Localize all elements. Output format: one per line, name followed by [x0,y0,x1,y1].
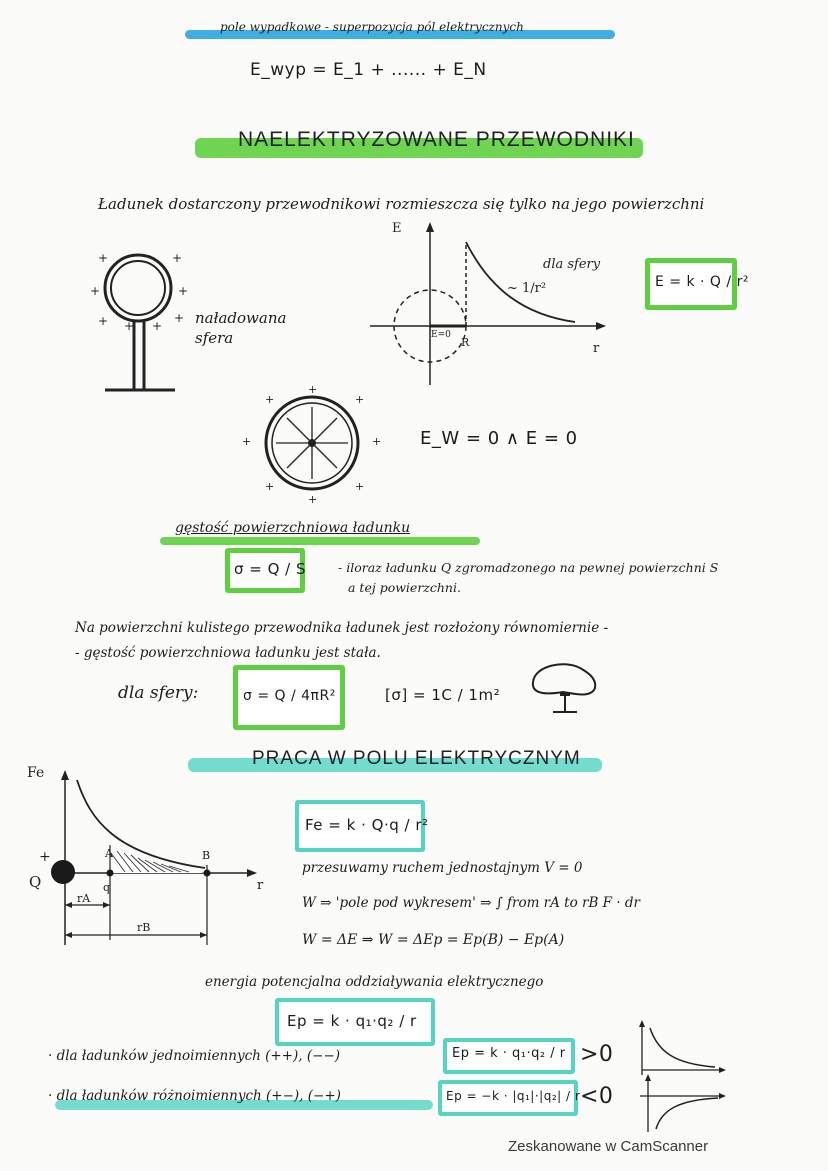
surface-density-definition-1: - iloraz ładunku Q zgromadzonego na pewnej powierzchni S [338,560,719,575]
unlike-formula: Ep = −k · |q₁|·|q₂| / r [446,1089,581,1103]
ep-formula: Ep = k · q₁·q₂ / r [287,1012,417,1030]
rB-label: rB [137,921,151,934]
graph-x-axis: r [593,341,600,356]
graph-radius-label: R [461,336,470,349]
svg-text:+: + [98,251,109,265]
point-A-label: A [105,847,113,860]
svg-text:+: + [355,480,365,493]
header-equation: E_wyp = E_1 + ...... + E_N [250,60,487,80]
header-note: pole wypadkowe - superpozycja pól elektrycznych [220,20,524,34]
section3-title: PRACA W POLU ELEKTRYCZNYM [252,748,581,769]
svg-text:+: + [372,435,382,448]
svg-text:+: + [90,284,101,298]
like-charges-label: · dla ładunków jednoimiennych (++), (−−) [48,1048,341,1064]
surface-density-formula: σ = Q / S [234,560,307,578]
svg-text:+: + [355,393,365,406]
graph-y-axis: E [392,221,402,236]
ep-like-graph [630,1020,730,1080]
svg-text:+: + [172,251,183,265]
line-energy: W = ΔE ⇒ W = ΔEp = Ep(B) − Ep(A) [302,932,565,948]
sphere-density-prefix: dla sfery: [118,683,199,703]
graph-curve-label: dla sfery [543,257,601,272]
svg-text:+: + [242,435,252,448]
sphere-density-formula: σ = Q / 4πR² [243,688,336,704]
svg-text:+: + [265,480,275,493]
svg-text:+: + [98,314,109,328]
charge-Q-label: Q [29,873,42,891]
force-graph-y-axis: Fe [27,765,45,781]
charged-object-sketch [525,660,605,720]
section1-title: NAELEKTRYZOWANE PRZEWODNIKI [238,128,635,151]
rA-label: rA [77,892,91,905]
svg-text:+: + [265,393,275,406]
svg-text:+: + [124,319,135,333]
sphere-radial-field [240,385,390,505]
sphere-label: naładowana sfera [195,309,287,347]
energy-title: energia potencjalna oddziaływania elektrycznego [205,974,544,990]
graph-inside-label: E=0 [431,330,451,340]
surface-density-unit: [σ] = 1C / 1m² [385,686,501,704]
charged-sphere-drawing [90,250,210,395]
section2-title: gęstość powierzchniowa ładunku [175,520,411,536]
like-sign: >0 [580,1042,614,1067]
camscanner-watermark: Zeskanowane w CamScanner [508,1138,709,1155]
line-move: przesuwamy ruchem jednostajnym V = 0 [302,860,583,876]
section2-title-highlight [160,537,480,545]
like-formula: Ep = k · q₁·q₂ / r [452,1046,566,1061]
point-B-label: B [202,849,211,862]
ep-unlike-graph [630,1074,730,1134]
surface-density-definition-2: a tej powierzchni. [348,580,461,595]
svg-text:+: + [174,311,185,325]
inside-field-equation: E_W = 0 ∧ E = 0 [420,428,578,449]
svg-text:+: + [152,319,163,333]
section1-intro: Ładunek dostarczony przewodnikowi rozmieszcza się tylko na jego powierzchni [98,195,705,213]
statement-line-1: Na powierzchni kulistego przewodnika ładunek jest rozłożony równomiernie - [75,620,609,636]
svg-text:+: + [308,493,318,506]
force-graph-x-axis: r [257,878,264,893]
line-work: W ⇒ 'pole pod wykresem' ⇒ ∫ from rA to rB F · dr [302,895,641,911]
unlike-sign: <0 [580,1084,614,1109]
charge-q-label: q [103,881,111,894]
force-graph [25,765,275,950]
svg-text:+: + [308,383,318,396]
sphere-field-formula: E = k · Q / r² [655,274,749,290]
field-graph [365,220,615,390]
svg-text:+: + [178,284,189,298]
charge-sign: + [39,849,51,865]
statement-line-2: - gęstość powierzchniowa ładunku jest stała. [75,645,381,661]
graph-decay: ~ 1/r² [507,281,547,296]
force-formula: Fe = k · Q·q / r² [305,816,429,834]
unlike-charges-label: · dla ładunków różnoimiennych (+−), (−+) [48,1088,341,1104]
